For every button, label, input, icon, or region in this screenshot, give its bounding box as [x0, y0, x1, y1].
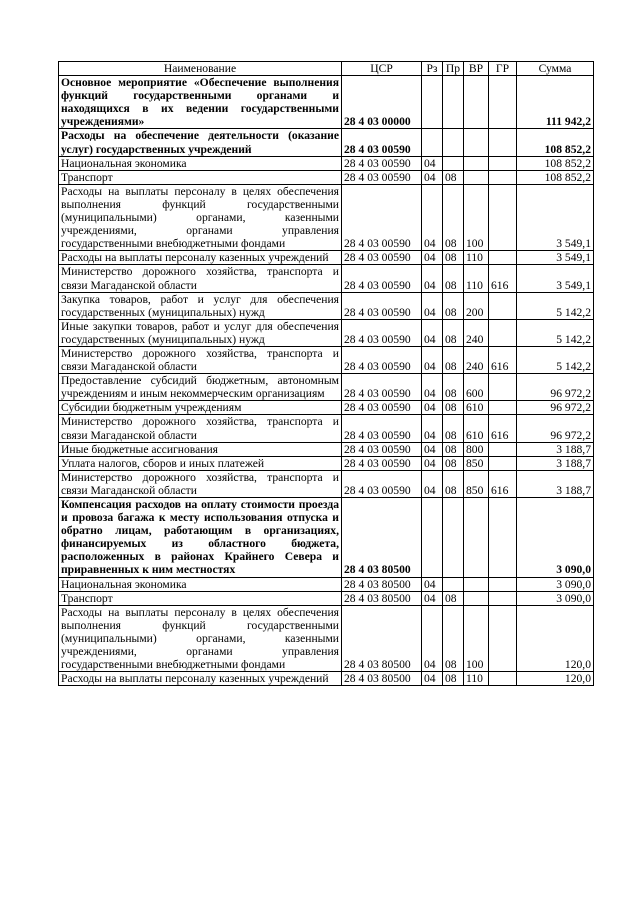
- cell-gr: [489, 374, 517, 401]
- cell-csr: 28 4 03 00590: [342, 156, 422, 170]
- cell-vr: 100: [464, 184, 489, 250]
- cell-gr: [489, 156, 517, 170]
- table-row: [59, 577, 594, 591]
- cell-name: Расходы на выплаты персоналу казенных учреждений: [59, 672, 342, 686]
- cell-csr: 28 4 03 80500: [342, 577, 422, 591]
- cell-vr: 800: [464, 442, 489, 456]
- table-row: [59, 319, 594, 346]
- cell-name: Министерство дорожного хозяйства, транспорта и связи Магаданской области: [59, 265, 342, 292]
- cell-sum: 3 188,7: [517, 470, 594, 497]
- cell-pr: 08: [443, 346, 464, 373]
- header-vr: ВР: [464, 62, 489, 76]
- cell-gr: [489, 184, 517, 250]
- table-row: [59, 156, 594, 170]
- cell-rz: [422, 129, 443, 156]
- cell-csr: 28 4 03 00590: [342, 129, 422, 156]
- table-row: [59, 346, 594, 373]
- cell-csr: 28 4 03 00590: [342, 374, 422, 401]
- cell-vr: [464, 129, 489, 156]
- cell-pr: [443, 498, 464, 578]
- cell-gr: [489, 577, 517, 591]
- cell-vr: 600: [464, 374, 489, 401]
- cell-csr: 28 4 03 00590: [342, 292, 422, 319]
- table-row: [59, 76, 594, 129]
- table-row: [59, 470, 594, 497]
- header-pr: Пр: [443, 62, 464, 76]
- cell-sum: 3 549,1: [517, 251, 594, 265]
- cell-rz: 04: [422, 346, 443, 373]
- cell-pr: 08: [443, 456, 464, 470]
- cell-rz: 04: [422, 292, 443, 319]
- cell-sum: 5 142,2: [517, 346, 594, 373]
- document-page: [58, 61, 593, 686]
- cell-sum: 120,0: [517, 605, 594, 671]
- cell-sum: 108 852,2: [517, 156, 594, 170]
- cell-rz: [422, 498, 443, 578]
- cell-name: Иные бюджетные ассигнования: [59, 442, 342, 456]
- cell-pr: 08: [443, 292, 464, 319]
- cell-name: Расходы на выплаты персоналу в целях обеспечения выполнения функций государственными (муниципальными) органами, казенными учреждениями, органами управления государственными внебюджетными фондами: [59, 605, 342, 671]
- cell-rz: [422, 76, 443, 129]
- cell-csr: 28 4 03 00000: [342, 76, 422, 129]
- cell-name: Предоставление субсидий бюджетным, автономным учреждениям и иным некоммерческим организациям: [59, 374, 342, 401]
- cell-pr: 08: [443, 251, 464, 265]
- cell-rz: 04: [422, 251, 443, 265]
- cell-name: Расходы на обеспечение деятельности (оказание услуг) государственных учреждений: [59, 129, 342, 156]
- cell-csr: 28 4 03 00590: [342, 346, 422, 373]
- cell-vr: [464, 156, 489, 170]
- header-csr: ЦСР: [342, 62, 422, 76]
- cell-name: Министерство дорожного хозяйства, транспорта и связи Магаданской области: [59, 346, 342, 373]
- cell-pr: 08: [443, 374, 464, 401]
- cell-pr: 08: [443, 184, 464, 250]
- table-row: [59, 265, 594, 292]
- cell-csr: 28 4 03 00590: [342, 184, 422, 250]
- cell-sum: 111 942,2: [517, 76, 594, 129]
- cell-sum: 3 549,1: [517, 184, 594, 250]
- cell-vr: 110: [464, 672, 489, 686]
- cell-name: Национальная экономика: [59, 156, 342, 170]
- cell-sum: 108 852,2: [517, 170, 594, 184]
- table-row: [59, 591, 594, 605]
- table-row: [59, 292, 594, 319]
- table-row: [59, 184, 594, 250]
- table-row: [59, 672, 594, 686]
- cell-gr: 616: [489, 415, 517, 442]
- cell-csr: 28 4 03 80500: [342, 672, 422, 686]
- cell-name: Уплата налогов, сборов и иных платежей: [59, 456, 342, 470]
- cell-gr: 616: [489, 265, 517, 292]
- cell-pr: 08: [443, 470, 464, 497]
- cell-rz: 04: [422, 184, 443, 250]
- cell-pr: 08: [443, 672, 464, 686]
- cell-name: Расходы на выплаты персоналу казенных учреждений: [59, 251, 342, 265]
- cell-vr: 850: [464, 470, 489, 497]
- cell-sum: 3 090,0: [517, 591, 594, 605]
- cell-gr: [489, 498, 517, 578]
- header-sum: Сумма: [517, 62, 594, 76]
- cell-vr: 110: [464, 251, 489, 265]
- cell-rz: 04: [422, 170, 443, 184]
- cell-rz: 04: [422, 319, 443, 346]
- cell-name: Министерство дорожного хозяйства, транспорта и связи Магаданской области: [59, 415, 342, 442]
- cell-name: Основное мероприятие «Обеспечение выполнения функций государственными органами и находящихся в их ведении государственными учреждениями»: [59, 76, 342, 129]
- cell-gr: [489, 672, 517, 686]
- cell-pr: 08: [443, 415, 464, 442]
- table-row: [59, 170, 594, 184]
- cell-gr: [489, 605, 517, 671]
- cell-gr: [489, 170, 517, 184]
- cell-sum: 96 972,2: [517, 415, 594, 442]
- cell-pr: 08: [443, 605, 464, 671]
- cell-sum: 108 852,2: [517, 129, 594, 156]
- table-row: [59, 442, 594, 456]
- cell-pr: [443, 156, 464, 170]
- cell-vr: [464, 577, 489, 591]
- cell-gr: [489, 76, 517, 129]
- cell-rz: 04: [422, 672, 443, 686]
- cell-gr: [489, 251, 517, 265]
- cell-rz: 04: [422, 605, 443, 671]
- cell-vr: 110: [464, 265, 489, 292]
- cell-rz: 04: [422, 470, 443, 497]
- cell-rz: 04: [422, 415, 443, 442]
- cell-pr: 08: [443, 319, 464, 346]
- cell-gr: 616: [489, 346, 517, 373]
- cell-name: Транспорт: [59, 170, 342, 184]
- cell-csr: 28 4 03 80500: [342, 591, 422, 605]
- cell-vr: 850: [464, 456, 489, 470]
- cell-name: Транспорт: [59, 591, 342, 605]
- cell-sum: 96 972,2: [517, 401, 594, 415]
- table-row: [59, 251, 594, 265]
- cell-vr: 610: [464, 401, 489, 415]
- table-row: [59, 415, 594, 442]
- cell-rz: 04: [422, 374, 443, 401]
- cell-name: Иные закупки товаров, работ и услуг для обеспечения государственных (муниципальных) нужд: [59, 319, 342, 346]
- cell-csr: 28 4 03 80500: [342, 605, 422, 671]
- cell-sum: 3 549,1: [517, 265, 594, 292]
- cell-rz: 04: [422, 591, 443, 605]
- cell-sum: 5 142,2: [517, 319, 594, 346]
- cell-gr: [489, 319, 517, 346]
- cell-sum: 96 972,2: [517, 374, 594, 401]
- cell-csr: 28 4 03 00590: [342, 170, 422, 184]
- cell-name: Закупка товаров, работ и услуг для обеспечения государственных (муниципальных) нужд: [59, 292, 342, 319]
- cell-pr: [443, 76, 464, 129]
- cell-pr: 08: [443, 442, 464, 456]
- header-name: Наименование: [59, 62, 342, 76]
- cell-csr: 28 4 03 00590: [342, 251, 422, 265]
- budget-table: [58, 61, 594, 686]
- cell-vr: [464, 76, 489, 129]
- cell-sum: 3 090,0: [517, 498, 594, 578]
- cell-pr: 08: [443, 265, 464, 292]
- table-row: [59, 401, 594, 415]
- cell-vr: 240: [464, 319, 489, 346]
- cell-name: Министерство дорожного хозяйства, транспорта и связи Магаданской области: [59, 470, 342, 497]
- cell-csr: 28 4 03 00590: [342, 456, 422, 470]
- cell-rz: 04: [422, 156, 443, 170]
- table-row: [59, 605, 594, 671]
- table-header-row: [59, 62, 594, 76]
- cell-gr: [489, 129, 517, 156]
- table-body: [59, 76, 594, 686]
- cell-csr: 28 4 03 00590: [342, 442, 422, 456]
- cell-vr: 200: [464, 292, 489, 319]
- cell-pr: 08: [443, 401, 464, 415]
- cell-vr: [464, 498, 489, 578]
- cell-csr: 28 4 03 00590: [342, 265, 422, 292]
- header-rz: Рз: [422, 62, 443, 76]
- cell-rz: 04: [422, 442, 443, 456]
- cell-sum: 5 142,2: [517, 292, 594, 319]
- cell-gr: [489, 456, 517, 470]
- cell-name: Компенсация расходов на оплату стоимости проезда и провоза багажа к месту использования отпуска и обратно лицам, работающим в организациях, финансируемых из областного бюджета, расположенных в районах Крайнего Севера и приравненных к ним местностях: [59, 498, 342, 578]
- cell-pr: [443, 577, 464, 591]
- cell-name: Расходы на выплаты персоналу в целях обеспечения выполнения функций государственными (муниципальными) органами, казенными учреждениями, органами управления государственными внебюджетными фондами: [59, 184, 342, 250]
- cell-csr: 28 4 03 00590: [342, 401, 422, 415]
- cell-csr: 28 4 03 00590: [342, 470, 422, 497]
- cell-name: Субсидии бюджетным учреждениям: [59, 401, 342, 415]
- cell-sum: 3 188,7: [517, 456, 594, 470]
- cell-gr: 616: [489, 470, 517, 497]
- cell-vr: 610: [464, 415, 489, 442]
- cell-rz: 04: [422, 456, 443, 470]
- table-row: [59, 456, 594, 470]
- cell-csr: 28 4 03 80500: [342, 498, 422, 578]
- cell-vr: 100: [464, 605, 489, 671]
- cell-sum: 120,0: [517, 672, 594, 686]
- cell-gr: [489, 591, 517, 605]
- cell-gr: [489, 292, 517, 319]
- cell-sum: 3 090,0: [517, 577, 594, 591]
- header-gr: ГР: [489, 62, 517, 76]
- cell-csr: 28 4 03 00590: [342, 415, 422, 442]
- cell-csr: 28 4 03 00590: [342, 319, 422, 346]
- cell-pr: [443, 129, 464, 156]
- cell-vr: [464, 170, 489, 184]
- cell-vr: 240: [464, 346, 489, 373]
- cell-rz: 04: [422, 265, 443, 292]
- cell-gr: [489, 442, 517, 456]
- cell-name: Национальная экономика: [59, 577, 342, 591]
- table-row: [59, 129, 594, 156]
- table-row: [59, 374, 594, 401]
- cell-vr: [464, 591, 489, 605]
- cell-pr: 08: [443, 170, 464, 184]
- cell-pr: 08: [443, 591, 464, 605]
- cell-sum: 3 188,7: [517, 442, 594, 456]
- cell-gr: [489, 401, 517, 415]
- cell-rz: 04: [422, 577, 443, 591]
- cell-rz: 04: [422, 401, 443, 415]
- table-row: [59, 498, 594, 578]
